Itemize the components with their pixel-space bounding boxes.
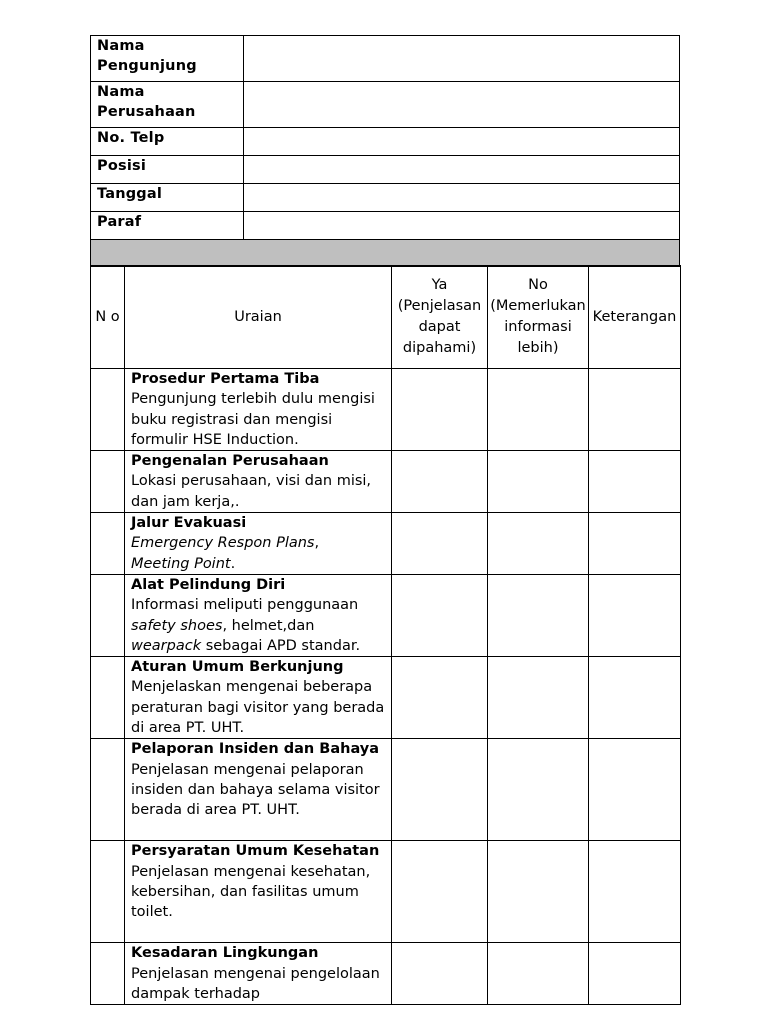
keterangan-cell[interactable] [589,513,681,575]
item-description: Penjelasan mengenai pelaporan insiden dan bahaya selama visitor berada di area PT. UHT. [131,761,380,819]
ya-checkbox-cell[interactable] [392,451,488,513]
no-checkbox-cell[interactable] [488,369,589,451]
header-keterangan: Keterangan [589,266,681,369]
header-no-col: No (Memerlukan informasi lebih) [488,266,589,369]
table-row [91,841,681,943]
field-value-no-telp[interactable] [244,128,680,156]
row-number-cell [91,657,125,739]
item-description: Penjelasan mengenai pengelolaan dampak terhadap [131,965,380,1002]
item-description: Lokasi perusahaan, visi dan misi, dan jam kerja,. [131,473,372,510]
no-checkbox-cell[interactable] [488,657,589,739]
no-checkbox-cell[interactable] [488,739,589,841]
item-title: Jalur Evakuasi [131,515,247,532]
row-number-cell [91,841,125,943]
field-value-paraf[interactable] [244,212,680,240]
item-uraian-cell [125,513,392,575]
induction-checklist-table [90,265,681,1005]
row-number-cell [91,943,125,1005]
item-title: Pengenalan Perusahaan [131,453,329,470]
table-row [91,739,681,841]
field-value-nama-pengunjung[interactable] [244,36,680,82]
table-row [91,369,681,451]
keterangan-cell[interactable] [589,451,681,513]
item-description: Informasi meliputi penggunaan safety shoes, helmet,dan wearpack sebagai APD standar. [131,597,361,654]
keterangan-cell[interactable] [589,841,681,943]
item-title: Alat Pelindung Diri [131,576,286,593]
item-title: Pelaporan Insiden dan Bahaya [131,741,380,758]
header-no: N o [91,266,125,369]
visitor-info-table [90,35,680,267]
item-description: Emergency Respon Plans, Meeting Point. [131,535,320,572]
item-uraian-cell [125,841,392,943]
field-label-posisi: Posisi [91,156,244,184]
no-checkbox-cell[interactable] [488,451,589,513]
field-value-tanggal[interactable] [244,184,680,212]
ya-checkbox-cell[interactable] [392,574,488,656]
header-uraian: Uraian [125,266,392,369]
ya-checkbox-cell[interactable] [392,943,488,1005]
ya-checkbox-cell[interactable] [392,657,488,739]
no-checkbox-cell[interactable] [488,841,589,943]
item-uraian-cell [125,574,392,656]
field-label-nama-pengunjung: Nama Pengunjung [91,36,244,82]
item-description: Penjelasan mengenai kesehatan, kebersihan, dan fasilitas umum toilet. [131,863,371,921]
item-uraian-cell [125,739,392,841]
table-row [91,943,681,1005]
keterangan-cell[interactable] [589,574,681,656]
field-label-paraf: Paraf [91,212,244,240]
item-description: Pengunjung terlebih dulu mengisi buku registrasi dan mengisi formulir HSE Induction. [131,391,375,448]
header-ya: Ya (Penjelasan dapat dipahami) [392,266,488,369]
row-number-cell [91,513,125,575]
field-value-nama-perusahaan[interactable] [244,82,680,128]
keterangan-cell[interactable] [589,943,681,1005]
item-title: Persyaratan Umum Kesehatan [131,843,380,860]
item-uraian-cell [125,451,392,513]
item-uraian-cell [125,657,392,739]
table-row [91,657,681,739]
item-title: Kesadaran Lingkungan [131,945,319,962]
row-number-cell [91,451,125,513]
field-label-nama-perusahaan: Nama Perusahaan [91,82,244,128]
no-checkbox-cell[interactable] [488,513,589,575]
keterangan-cell[interactable] [589,369,681,451]
table-row [91,513,681,575]
item-title: Aturan Umum Berkunjung [131,659,344,676]
no-checkbox-cell[interactable] [488,574,589,656]
field-value-posisi[interactable] [244,156,680,184]
section-divider-bar [91,240,680,267]
item-uraian-cell [125,369,392,451]
keterangan-cell[interactable] [589,657,681,739]
table-row [91,574,681,656]
row-number-cell [91,574,125,656]
row-number-cell [91,739,125,841]
field-label-no-telp: No. Telp [91,128,244,156]
no-checkbox-cell[interactable] [488,943,589,1005]
item-description: Menjelaskan mengenai beberapa peraturan bagi visitor yang berada di area PT. UHT. [131,679,385,737]
table-row [91,451,681,513]
ya-checkbox-cell[interactable] [392,513,488,575]
item-title: Prosedur Pertama Tiba [131,371,320,387]
ya-checkbox-cell[interactable] [392,841,488,943]
ya-checkbox-cell[interactable] [392,369,488,451]
field-label-tanggal: Tanggal [91,184,244,212]
item-uraian-cell [125,943,392,1005]
row-number-cell [91,369,125,451]
keterangan-cell[interactable] [589,739,681,841]
ya-checkbox-cell[interactable] [392,739,488,841]
